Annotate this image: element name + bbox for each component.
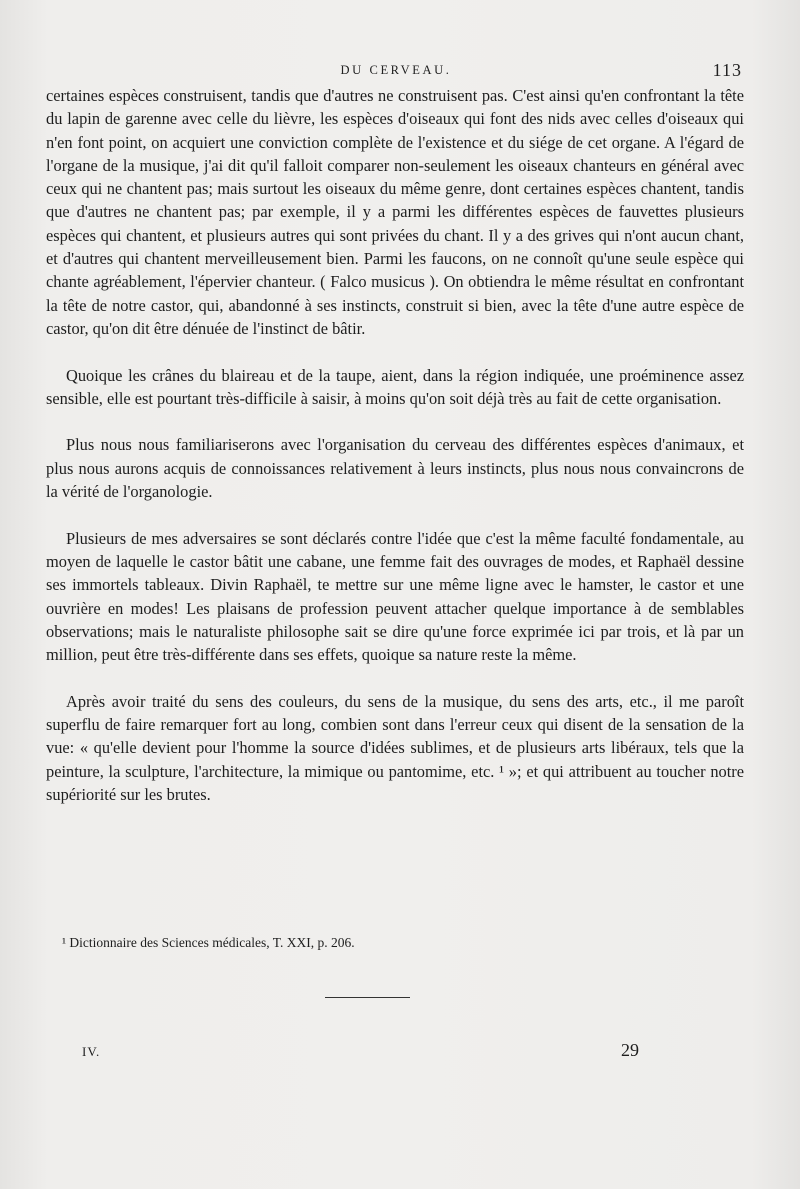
running-head [50,60,742,84]
running-title: DU CERVEAU. [340,63,452,77]
paragraph-raphael: Plusieurs de mes adversaires se sont déclarés contre l'idée que c'est la même faculté fondamentale, au moyen de laquelle le castor bâtit une cabane, une femme fait des ouvrages de modes, et Raphaël dessine ses immortels tableaux. Divin Raphaël, te mettre sur une même ligne avec le hamster, le castor et une ouvrière en modes! Les plaisans de profession peuvent attacher quelque importance à de semblables observations; mais le naturaliste philosophe sait se dire qu'une force exprimée ici par trois, et là par un million, peut être très-différente dans ses effets, quoique sa nature reste la même. [46,528,744,665]
folio-number: 29 [621,1040,639,1060]
paragraph-organologie: Plus nous nous familiariserons avec l'organisation du cerveau des différentes espèces d'animaux, et plus nous aurons acquis de connoissances relativement à leurs instincts, plus nous nous convaincrons de la vérité de l'organologie. [46,435,744,502]
page-number: 113 [712,60,742,80]
body-text [46,84,744,830]
divider-rule [325,997,410,998]
paragraph-continuation: certaines espèces construisent, tandis que d'autres ne construisent pas. C'est ainsi qu'en confrontant la tête du lapin de garenne avec celle du lièvre, les espèces d'oiseaux qui font des nids avec celles d'oiseaux qui n'en font point, on acquiert une conviction complète de l'existence et du siége de cet organe. A l'égard de l'organe de la musique, j'ai dit qu'il falloit comparer non-seulement les oiseaux chanteurs en général avec ceux qui ne chantent pas; mais surtout les oiseaux du même genre, dont certaines espèces chantent, tandis que d'autres ne chantent pas; par exemple, il y a parmi les différentes espèces de fauvettes plusieurs espèces qui chantent, et plusieurs autres qui sont privées du chant. Il y a des grives qui n'ont aucun chant, et d'autres qui chantent merveilleusement bien. Parmi les faucons, on ne connoît qu'une seule espèce qui chante agréablement, l'épervier chanteur. ( Falco musicus ). On obtiendra le même résultat en confrontant la tête de notre castor, qui, abandonné à ses instincts, construit si bien, avec la tête d'une autre espèce de castor, qu'on dit être dénuée de l'instinct de bâtir. [46,86,744,338]
footnote: ¹ Dictionnaire des Sciences médicales, T. XXI, p. 206. [62,935,355,950]
signature-mark: IV. [82,1044,101,1059]
paragraph-blaireau-taupe: Quoique les crânes du blaireau et de la taupe, aient, dans la région indiquée, une proéminence assez sensible, elle est pourtant très-difficile à saisir, à moins qu'on soit déjà très au fait de cette organisation. [46,365,744,408]
paragraph-sens-vue: Après avoir traité du sens des couleurs, du sens de la musique, du sens des arts, etc., il me paroît superflu de faire remarquer fort au long, combien sont dans l'erreur ceux qui disent de la sensation de la vue: « qu'elle devient pour l'homme la source d'idées sublimes, et de plusieurs arts libéraux, tels que la peinture, la sculpture, l'architecture, la mimique ou pantomime, etc. ¹ »; et qui attribuent au toucher notre supériorité sur les brutes. [46,691,744,804]
